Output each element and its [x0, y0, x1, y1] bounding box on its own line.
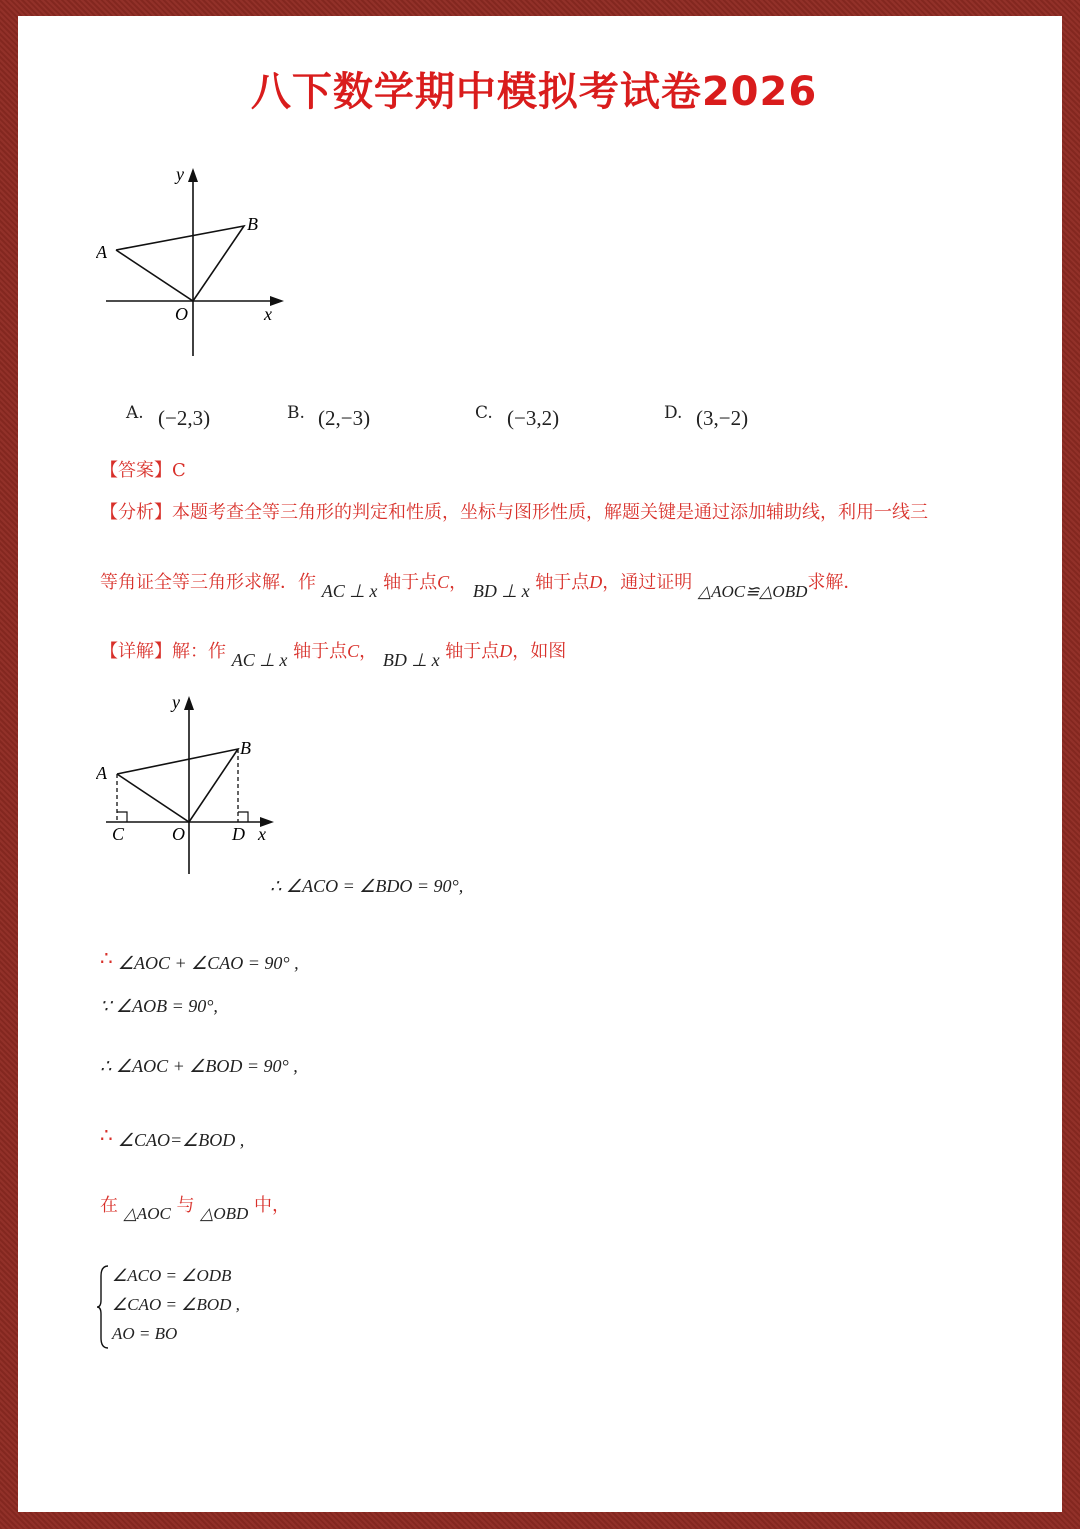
label-b: B	[247, 214, 258, 234]
step-6-b: 与	[176, 1195, 195, 1216]
exam-page	[18, 16, 1062, 1512]
label2-x: x	[258, 824, 266, 844]
analysis-text-2e: ，通过证明	[602, 572, 693, 593]
detail-line	[100, 637, 567, 670]
option-a-letter: A.	[126, 403, 144, 423]
step-3: ∵ ∠AOB = 90°,	[100, 996, 218, 1016]
detail-text-a: 解：作	[172, 641, 226, 662]
answer-value: C	[172, 460, 186, 481]
option-b-letter: B.	[287, 403, 305, 423]
analysis-line-2	[100, 568, 862, 601]
detail-math-bd: BD ⊥ x	[382, 650, 440, 670]
detail-text-b: 轴于点	[293, 641, 348, 662]
math-bd-perp-x: BD ⊥ x	[472, 581, 530, 601]
point-c: C	[437, 572, 450, 592]
analysis-text-2a: 等角证全等三角形求解．作	[100, 572, 316, 593]
step-5-text: ∠CAO=∠BOD ,	[117, 1130, 245, 1150]
label2-y: y	[172, 692, 180, 712]
detail-text-e: ，如图	[512, 641, 567, 662]
step-2	[100, 946, 299, 973]
x-axis-arrow-icon	[270, 296, 284, 306]
therefore-icon: ∴	[100, 946, 113, 970]
step-6-c: 中，	[254, 1195, 291, 1216]
detail-tag: 【详解】	[100, 641, 172, 662]
option-d-letter: D.	[664, 403, 683, 423]
analysis-text-1: 本题考查全等三角形的判定和性质，坐标与图形性质，解题关键是通过添加辅助线，利用一线三	[172, 502, 928, 523]
step-4: ∴ ∠AOC + ∠BOD = 90° ,	[100, 1056, 298, 1076]
point-d: D	[589, 572, 603, 592]
label2-o: O	[172, 824, 185, 844]
label2-b: B	[240, 738, 251, 758]
option-c-value: (−3,2)	[507, 406, 560, 430]
label-o: O	[175, 304, 188, 324]
label2-c: C	[112, 824, 125, 844]
label-a: A	[96, 242, 107, 262]
step-6-a: 在	[100, 1195, 118, 1216]
triangle-aob-2	[117, 749, 238, 822]
y-axis-arrow-icon	[188, 168, 198, 182]
math-ac-perp-x: AC ⊥ x	[321, 581, 378, 601]
page-title: 八下数学期中模拟考试卷2026	[250, 69, 818, 115]
answer-tag: 【答案】	[100, 460, 172, 481]
option-c-letter: C.	[475, 403, 493, 423]
left-brace-icon	[96, 1264, 110, 1350]
analysis-text-2f: 求解．	[807, 572, 862, 593]
label-y: y	[176, 164, 184, 184]
step-1: ∴ ∠ACO = ∠BDO = 90°,	[270, 876, 464, 896]
detail-point-d: D	[499, 641, 513, 661]
detail-sep: ，	[359, 641, 378, 662]
label-x: x	[264, 304, 272, 324]
right-angle-c-icon	[117, 812, 127, 822]
sep: ，	[449, 572, 468, 593]
option-d-value: (3,−2)	[696, 406, 749, 430]
analysis-line-1	[100, 498, 928, 524]
option-b-value: (2,−3)	[318, 406, 371, 430]
coordinate-figure-2	[96, 688, 296, 878]
analysis-text-2d: 轴于点	[535, 572, 590, 593]
step-2-text: ∠AOC + ∠CAO = 90° ,	[117, 953, 299, 973]
label2-a: A	[96, 763, 107, 783]
math-congruent: △AOC≌△OBD	[698, 582, 808, 601]
analysis-text-2b: 轴于点	[383, 572, 438, 593]
system-row-2: ∠CAO = ∠BOD ,	[112, 1295, 240, 1314]
analysis-tag: 【分析】	[100, 502, 172, 523]
therefore-icon-2: ∴	[100, 1123, 113, 1147]
step-6	[100, 1191, 291, 1223]
option-a-value: (−2,3)	[158, 406, 211, 430]
step-6-tri-obd: △OBD	[200, 1204, 249, 1223]
step-5	[100, 1123, 245, 1150]
answer-line	[100, 456, 186, 482]
coordinate-figure-1	[96, 160, 296, 360]
triangle-aob	[116, 226, 244, 301]
system-row-1: ∠ACO = ∠ODB	[112, 1266, 232, 1285]
detail-point-c: C	[347, 641, 360, 661]
y-axis-2-arrow-icon	[184, 696, 194, 710]
step-6-tri-aoc: △AOC	[123, 1204, 171, 1223]
label2-d: D	[232, 824, 245, 844]
detail-text-d: 轴于点	[445, 641, 500, 662]
detail-math-ac: AC ⊥ x	[231, 650, 288, 670]
system-row-3: AO = BO	[112, 1324, 178, 1343]
right-angle-d-icon	[238, 812, 248, 822]
